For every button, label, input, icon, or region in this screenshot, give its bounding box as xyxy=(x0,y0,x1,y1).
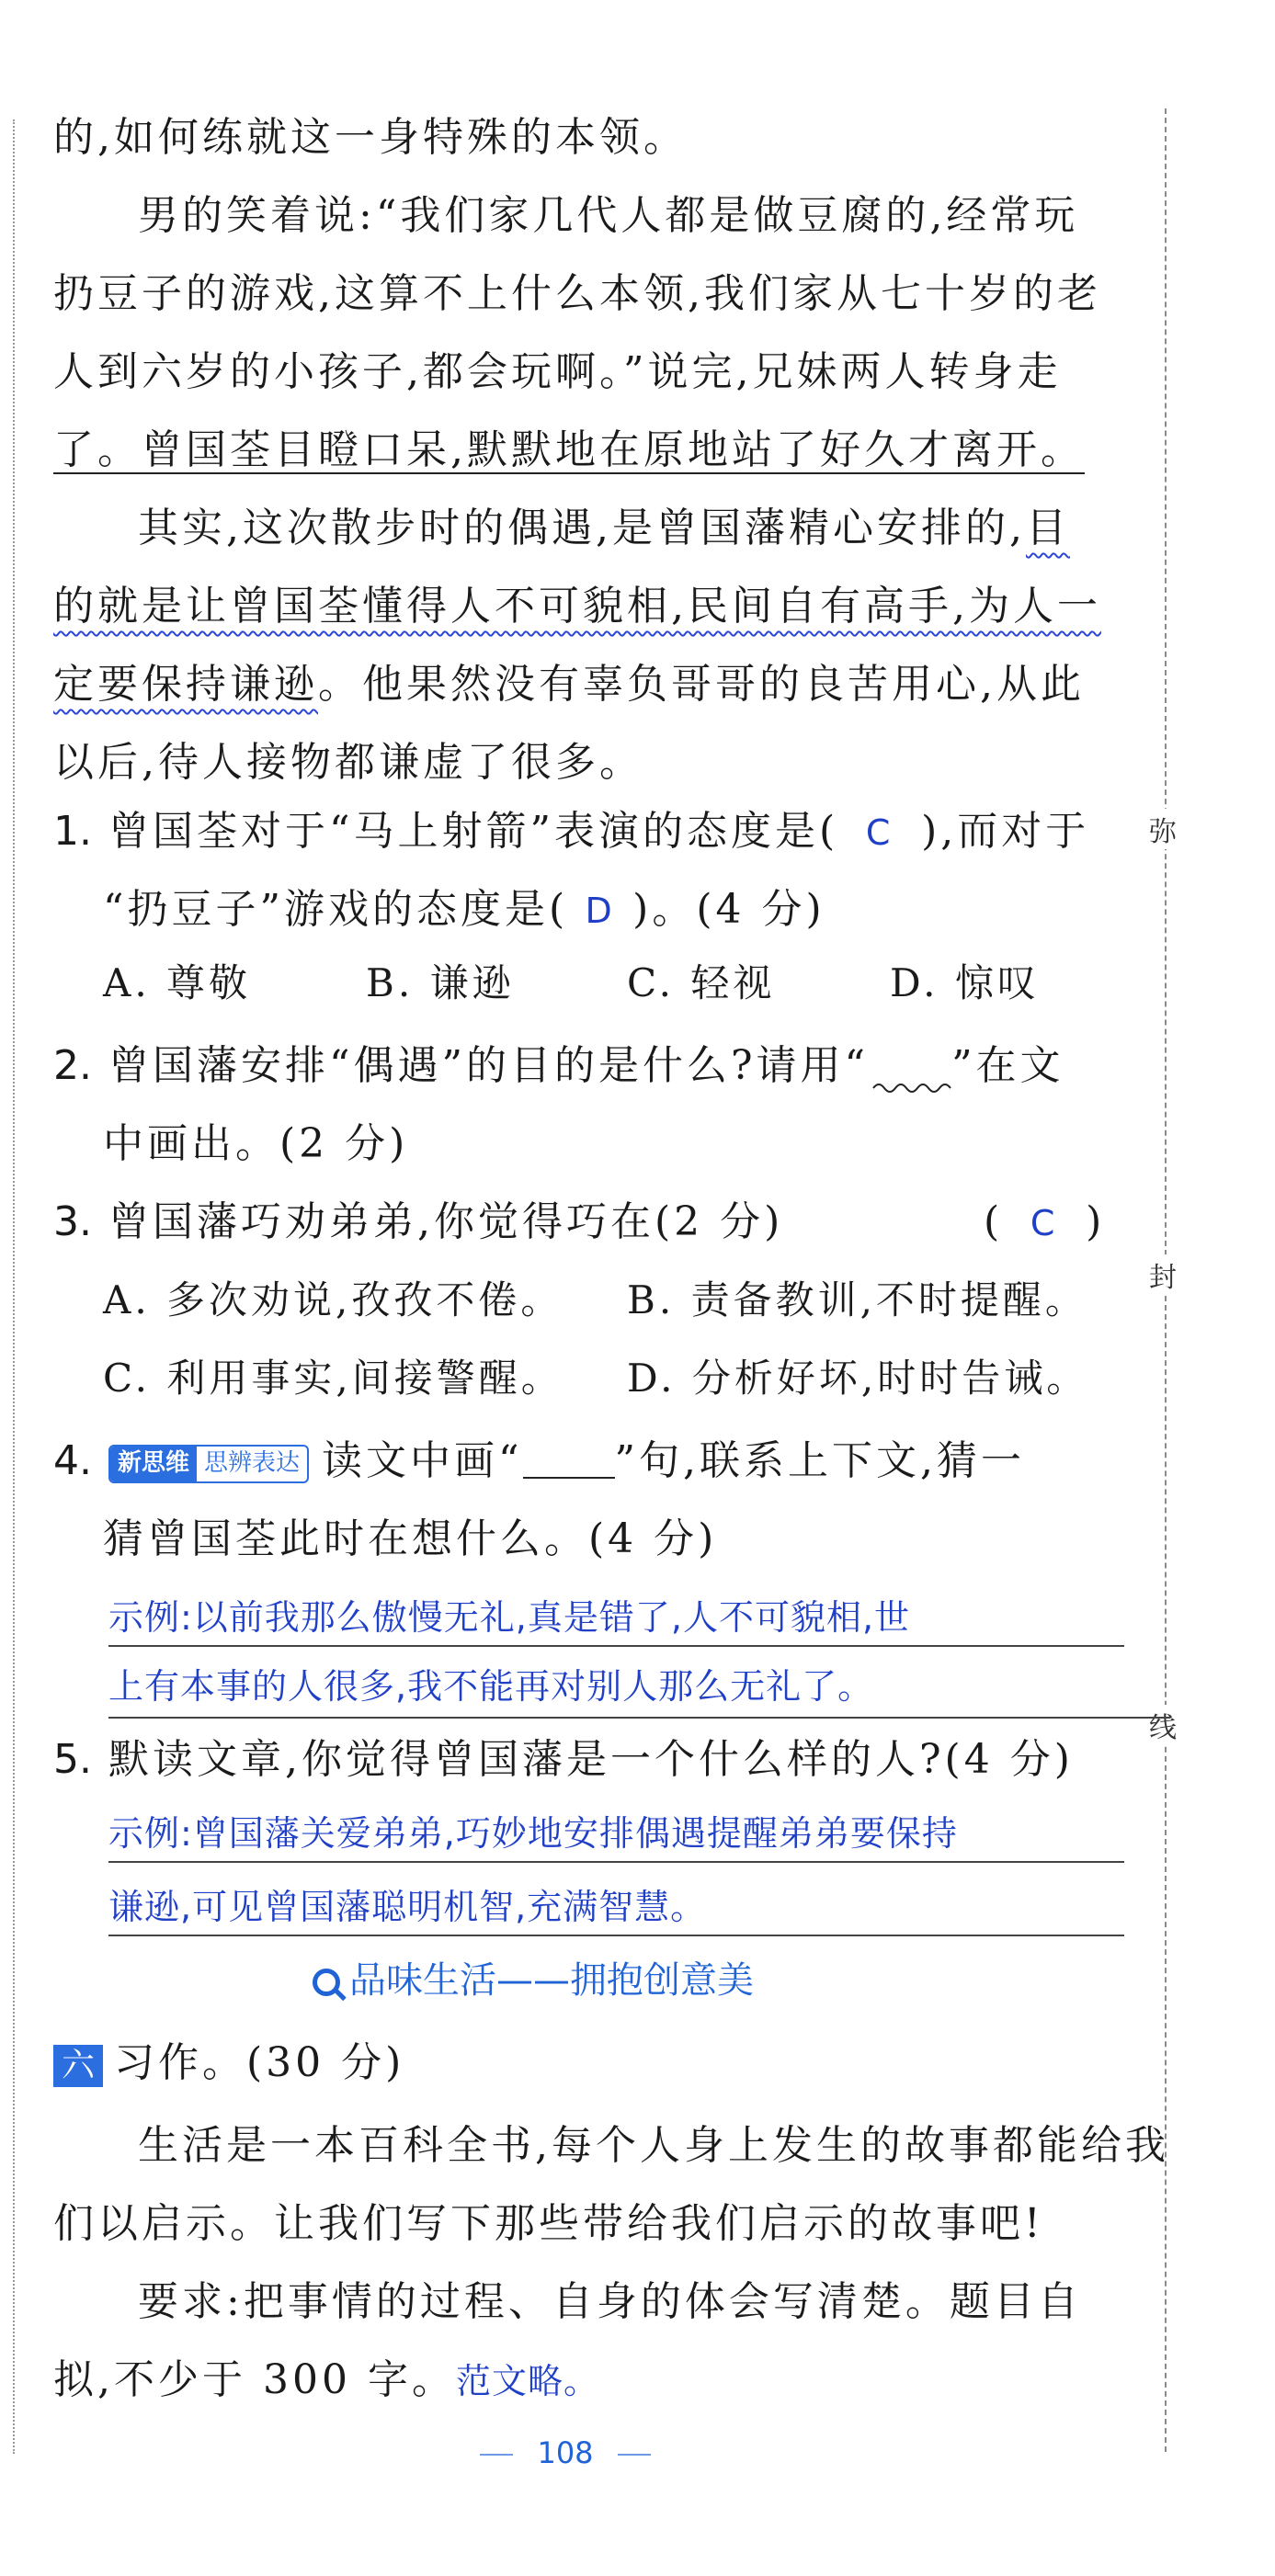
margin-label-mi: 弥 xyxy=(1149,809,1177,849)
dash-right xyxy=(618,2454,651,2456)
paren-close: ) xyxy=(1086,1198,1106,1245)
passage-text: 。他果然没有辜负哥哥的良苦用心,从此 xyxy=(318,661,1085,708)
question-text: ”句,联系上下文,猜一 xyxy=(614,1437,1025,1484)
question-number: 1. xyxy=(53,808,92,855)
question-text: ),而对于 xyxy=(921,808,1090,855)
margin-label-xian: 线 xyxy=(1149,1705,1177,1745)
dash-left xyxy=(480,2454,513,2456)
question-2 xyxy=(53,1038,1064,1094)
question-number: 4. xyxy=(53,1437,92,1484)
tag-label: 思辨表达 xyxy=(204,1448,301,1477)
answer-blank-3[interactable]: C xyxy=(1030,1203,1059,1243)
wavy-underlined-text: 定要保持谦逊 xyxy=(53,661,318,708)
tag-label: 新思维 xyxy=(110,1447,197,1481)
passage-line xyxy=(138,501,1070,556)
page-number-text: 108 xyxy=(537,2435,594,2470)
answer-blank-1[interactable]: C xyxy=(865,812,894,853)
part-six-badge: 六 xyxy=(53,2045,103,2087)
search-icon xyxy=(313,1969,340,1996)
question-text: ”在文 xyxy=(951,1042,1064,1089)
part-six-title: 习作。(30 分) xyxy=(114,2039,405,2086)
passage-line xyxy=(53,657,1085,712)
answer-rule xyxy=(108,1935,1124,1936)
question-1 xyxy=(53,804,1089,860)
option-c: C. 轻视 xyxy=(627,960,776,1005)
option-b: B. 责备教训,不时提醒。 xyxy=(627,1277,1087,1322)
question-number: 2. xyxy=(53,1042,92,1089)
option-d: D. 惊叹 xyxy=(890,960,1040,1005)
answer-blank-2[interactable]: D xyxy=(585,891,616,931)
question-text: 曾国藩巧劝弟弟,你觉得巧在(2 分) xyxy=(108,1198,784,1245)
question-text: )。(4 分) xyxy=(632,886,825,933)
passage-line: 人到六岁的小孩子,都会玩啊。”说完,兄妹两人转身走 xyxy=(53,348,1062,395)
wavy-line-sample xyxy=(869,1055,951,1083)
prompt-line: 要求:把事情的过程、自身的体会写清楚。题目自 xyxy=(138,2278,1082,2325)
wavy-underlined-text: 的就是让曾国荃懂得人不可貌相,民间自有高手,为人一 xyxy=(53,583,1101,630)
question-text: 曾国藩安排“偶遇”的目的是什么?请用“ xyxy=(108,1042,870,1089)
passage-line xyxy=(53,423,1085,478)
prompt-line xyxy=(53,2353,599,2409)
option-b: B. 谦逊 xyxy=(366,960,515,1005)
answer-rule xyxy=(108,1717,1170,1719)
passage-line: 扔豆子的游戏,这算不上什么本领,我们家从七十岁的老 xyxy=(53,270,1101,317)
question-number: 3. xyxy=(53,1198,92,1245)
prompt-text: 拟,不少于 300 字。 xyxy=(53,2356,456,2403)
option-d: D. 分析好坏,时时告诫。 xyxy=(627,1356,1089,1401)
question-5 xyxy=(53,1732,1074,1787)
answer-line[interactable]: 上有本事的人很多,我不能再对别人那么无礼了。 xyxy=(108,1666,874,1707)
answer-line[interactable]: 示例:以前我那么傲慢无礼,真是错了,人不可貌相,世 xyxy=(108,1597,911,1638)
part-six-heading xyxy=(53,2036,404,2091)
passage-line: 的,如何练就这一身特殊的本领。 xyxy=(53,114,688,161)
left-margin-line xyxy=(13,119,15,2454)
question-3 xyxy=(53,1195,783,1250)
question-text: “扔豆子”游戏的态度是( xyxy=(103,886,569,933)
prompt-line: 生活是一本百科全书,每个人身上发生的故事都能给我 xyxy=(138,2122,1169,2169)
question-1-cont xyxy=(103,882,825,938)
answer-line[interactable]: 示例:曾国藩关爱弟弟,巧妙地安排偶遇提醒弟弟要保持 xyxy=(108,1813,958,1854)
question-4 xyxy=(53,1434,1025,1489)
question-2-cont: 中画出。(2 分) xyxy=(103,1120,409,1167)
page-number xyxy=(0,2435,1131,2470)
passage-line: 男的笑着说:“我们家几代人都是做豆腐的,经常玩 xyxy=(138,192,1079,239)
essay-answer[interactable]: 范文略。 xyxy=(455,2361,599,2401)
new-thinking-tag xyxy=(108,1445,309,1483)
underline-sample xyxy=(523,1449,615,1479)
answer-line[interactable]: 谦逊,可见曾国藩聪明机智,充满智慧。 xyxy=(108,1887,707,1927)
option-c: C. 利用事实,间接警醒。 xyxy=(103,1356,564,1401)
wavy-underlined-text: 目 xyxy=(1025,505,1070,551)
margin-label-feng: 封 xyxy=(1149,1254,1177,1295)
option-a: A. 多次劝说,孜孜不倦。 xyxy=(103,1277,564,1322)
answer-rule xyxy=(108,1645,1124,1647)
option-a: A. 尊敬 xyxy=(103,960,252,1005)
wavy-line-icon xyxy=(869,1068,951,1095)
question-text: 读文中画“ xyxy=(322,1437,523,1484)
answer-rule xyxy=(108,1861,1124,1863)
underlined-sentence: 了。曾国荃目瞪口呆,默默地在原地站了好久才离开。 xyxy=(53,426,1085,473)
question-text: 默读文章,你觉得曾国藩是一个什么样的人?(4 分) xyxy=(108,1736,1074,1783)
section-heading xyxy=(313,1953,754,2008)
passage-line xyxy=(53,579,1101,634)
answer-paren-3 xyxy=(984,1195,1105,1251)
question-number: 5. xyxy=(53,1736,92,1783)
passage-line: 以后,待人接物都谦虚了很多。 xyxy=(53,739,643,786)
question-text: 曾国荃对于“马上射箭”表演的态度是( xyxy=(108,808,839,855)
passage-text: 其实,这次散步时的偶遇,是曾国藩精心安排的, xyxy=(138,505,1026,551)
paren-open: ( xyxy=(984,1198,1004,1245)
question-4-cont: 猜曾国荃此时在想什么。(4 分) xyxy=(103,1515,718,1562)
section-title-text: 品味生活——拥抱创意美 xyxy=(349,1959,754,2002)
prompt-line: 们以启示。让我们写下那些带给我们启示的故事吧! xyxy=(53,2200,1044,2247)
